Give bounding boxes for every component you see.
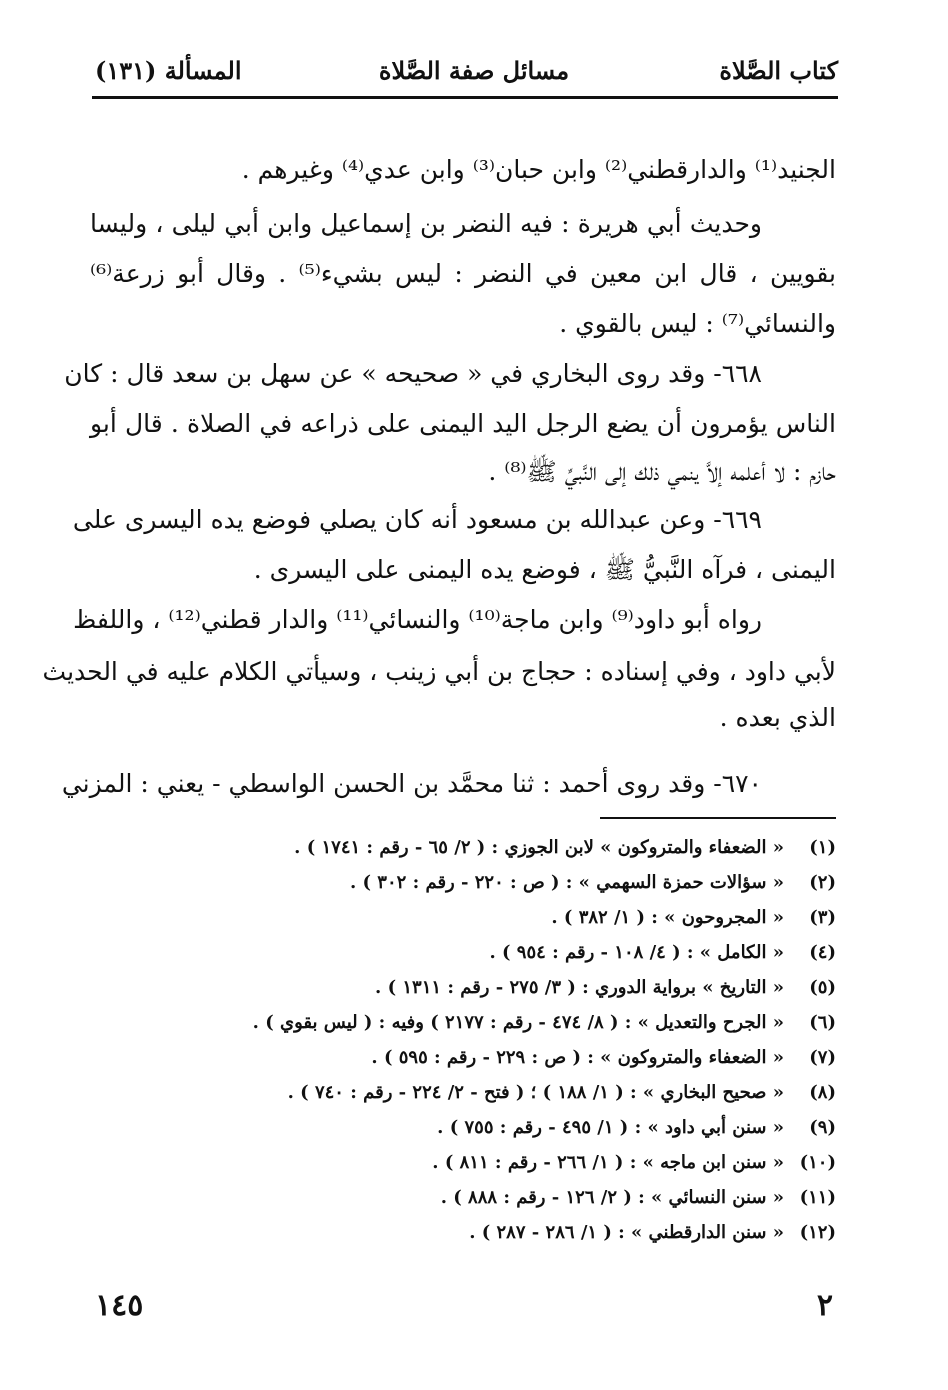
footnote-number: (١٠) — [799, 1152, 836, 1173]
footnote — [90, 869, 836, 897]
footnote — [90, 1079, 836, 1107]
footnote-number: (٥) — [809, 977, 836, 998]
footnote-text: « الضعفاء والمتروكون » : ( ص : ٢٢٩ - رقم : ٥٩٥ ) . — [371, 1047, 784, 1068]
header-rule — [92, 96, 838, 99]
footnote — [90, 1044, 836, 1072]
footnote — [90, 939, 836, 967]
text-line: الجنيد⁽¹⁾ والدارقطني⁽²⁾ وابن حبان⁽³⁾ وابن عدي⁽⁴⁾ وغيرهم . — [241, 155, 836, 184]
footnote-number: (١٢) — [799, 1222, 836, 1243]
text-line: لأبي داود ، وفي إسناده : حجاج بن أبي زينب ، وسيأتي الكلام عليه في الحديث — [42, 657, 836, 686]
running-header-issue-number: المسألة (١٣١) — [95, 56, 242, 85]
footnote-text: « سنن أبي داود » : ( ١/ ٤٩٥ - رقم : ٧٥٥ ) . — [437, 1117, 784, 1138]
footnote-text: « الكامل » : ( ٤/ ١٠٨ - رقم : ٩٥٤ ) . — [489, 942, 784, 963]
text-line: ٦٦٨- وقد روى البخاري في « صحيحه » عن سهل بن سعد قال : كان — [64, 359, 762, 388]
text-line: رواه أبو داود⁽⁹⁾ وابن ماجة⁽¹⁰⁾ والنسائي⁽¹¹⁾ والدار قطني⁽¹²⁾ ، واللفظ — [73, 605, 762, 634]
footnote-text: « سنن النسائي » : ( ٢/ ١٢٦ - رقم : ٨٨٨ ) . — [440, 1187, 784, 1208]
footnote — [90, 1114, 836, 1142]
footnote-number: (٣) — [809, 907, 836, 928]
page-number: ١٤٥ — [95, 1288, 144, 1323]
footnote — [90, 834, 836, 862]
footnote-text: « سنن ابن ماجه » : ( ١/ ٢٦٦ - رقم : ٨١١ ) . — [432, 1152, 784, 1173]
footnote-text: « الجرح والتعديل » : ( ٨/ ٤٧٤ - رقم : ٢١٧٧ ) وفيه : ( ليس بقوي ) . — [252, 1012, 784, 1033]
text-line: ٦٦٩- وعن عبدالله بن مسعود أنه كان يصلي فوضع يده اليسرى على — [72, 505, 762, 534]
footnote-number: (٨) — [809, 1082, 836, 1103]
footnote-text: « سنن الدارقطني » : ( ١/ ٢٨٦ - ٢٨٧ ) . — [469, 1222, 784, 1243]
text-line: وحديث أبي هريرة : فيه النضر بن إسماعيل وابن أبي ليلى ، وليسا — [90, 209, 762, 238]
text-line: اليمنى ، فرآه النَّبيُّ ﷺ ، فوضع يده اليمنى على اليسرى . — [253, 555, 836, 584]
footnote-text: « سؤالات حمزة السهمي » : ( ص : ٢٢٠ - رقم : ٣٠٢ ) . — [349, 872, 784, 893]
running-header-book-title: كتاب الصَّلاة — [719, 56, 838, 85]
text-line: والنسائي⁽⁷⁾ : ليس بالقوي . — [559, 309, 836, 338]
footnote-number: (٢) — [809, 872, 836, 893]
footnote — [90, 904, 836, 932]
footnote-text: « التاريخ » برواية الدوري : ( ٣/ ٢٧٥ - رقم : ١٣١١ ) . — [375, 977, 784, 998]
text-line: حازم : لا أعلمه إلاَّ ينمي ذلك إلى النَّبيِّ ﷺ⁽⁸⁾ . — [488, 457, 836, 486]
text-line: الناس يؤمرون أن يضع الرجل اليد اليمنى على ذراعه في الصلاة . قال أبو — [90, 409, 836, 438]
footnote-text: « الضعفاء والمتروكون » لابن الجوزي : ( ٢/ ٦٥ - رقم : ١٧٤١ ) . — [294, 837, 784, 858]
text-line: ٦٧٠- وقد روى أحمد : ثنا محمَّد بن الحسن الواسطي - يعني : المزني — [61, 769, 762, 798]
running-header-section-title: مسائل صفة الصَّلاة — [378, 56, 570, 85]
footnote-text: « صحيح البخاري » : ( ١/ ١٨٨ ) ؛ ( فتح - ٢/ ٢٢٤ - رقم : ٧٤٠ ) . — [287, 1082, 784, 1103]
footnote-number: (٧) — [809, 1047, 836, 1068]
footnote — [90, 974, 836, 1002]
footnote-number: (١١) — [799, 1187, 836, 1208]
footnote — [90, 1219, 836, 1247]
text-line: الذي بعده . — [719, 703, 836, 732]
footnote-number: (٦) — [809, 1012, 836, 1033]
footnote — [90, 1184, 836, 1212]
footnote-rule — [600, 817, 836, 819]
volume-number: ٢ — [816, 1288, 833, 1323]
text-line: بقويين ، قال ابن معين في النضر : ليس بشيء⁽⁵⁾ . وقال أبو زرعة⁽⁶⁾ — [90, 259, 836, 288]
footnote-text: « المجروحون » : ( ١/ ٣٨٢ ) . — [551, 907, 784, 928]
footnote-number: (١) — [809, 837, 836, 858]
footnote-number: (٤) — [809, 942, 836, 963]
footnote — [90, 1149, 836, 1177]
footnote — [90, 1009, 836, 1037]
footnote-number: (٩) — [809, 1117, 836, 1138]
